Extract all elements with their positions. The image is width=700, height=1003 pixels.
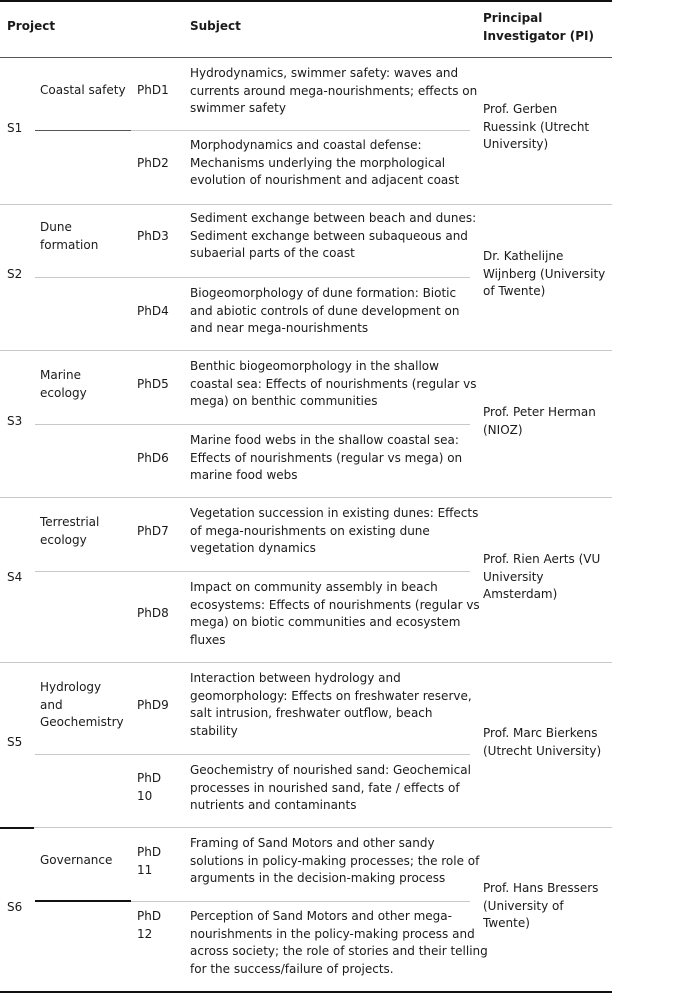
project-code: S3 xyxy=(7,414,23,428)
project-code: S1 xyxy=(7,121,23,135)
project-code-divider xyxy=(0,827,34,829)
principal-investigator: Dr. Kathelijne Wijnberg (University of Twente) xyxy=(483,249,606,298)
section-divider xyxy=(0,497,612,498)
phd-divider xyxy=(131,130,470,131)
phd-id: PhD9 xyxy=(137,698,169,712)
phd-id: PhD5 xyxy=(137,377,169,391)
principal-investigator: Prof. Rien Aerts (VU University Amsterdam) xyxy=(483,552,601,601)
phd-id: PhD2 xyxy=(137,156,169,170)
phd-subject: Geochemistry of nourished sand: Geochemical processes in nourished sand, fate / effects of nutrients and contaminants xyxy=(190,763,471,812)
principal-investigator: Prof. Gerben Ruessink (Utrecht University) xyxy=(483,102,590,151)
phd-subject: Impact on community assembly in beach ecosystems: Effects of nourishments (regular vs mega) on biotic communities and ecosystem fluxes xyxy=(190,580,480,647)
project-code: S2 xyxy=(7,267,23,281)
header-pi: Principal Investigator (PI) xyxy=(483,11,594,43)
project-divider xyxy=(35,130,131,131)
principal-investigator: Prof. Hans Bressers (University of Twente) xyxy=(483,881,599,930)
phd-divider xyxy=(35,424,470,425)
phd-subject: Benthic biogeomorphology in the shallow coastal sea: Effects of nourishments (regular vs mega) on benthic communities xyxy=(190,359,477,408)
section-divider xyxy=(0,204,612,205)
project-name: Marine ecology xyxy=(40,368,87,400)
principal-investigator: Prof. Peter Herman (NIOZ) xyxy=(483,405,596,437)
section-divider xyxy=(34,827,612,828)
phd-divider xyxy=(131,901,470,902)
project-name: Coastal safety xyxy=(40,83,126,97)
phd-id: PhD6 xyxy=(137,451,169,465)
phd-subject: Vegetation succession in existing dunes: Effects of mega-nourishments on existing dune vegetation dynamics xyxy=(190,506,479,555)
project-code: S5 xyxy=(7,735,23,749)
phd-id: PhD 11 xyxy=(137,845,162,877)
phd-subject: Biogeomorphology of dune formation: Biotic and abiotic controls of dune development on and near mega-nourishments xyxy=(190,286,460,335)
table-top-rule xyxy=(0,0,612,2)
phd-subject: Framing of Sand Motors and other sandy solutions in policy-making processes; the role of arguments in the decision-making process xyxy=(190,836,480,885)
phd-subject: Marine food webs in the shallow coastal sea: Effects of nourishments (regular vs mega) on marine food webs xyxy=(190,433,463,482)
phd-id: PhD 10 xyxy=(137,771,162,803)
phd-subject: Morphodynamics and coastal defense: Mechanisms underlying the morphological evolution of nourishment and adjacent coast xyxy=(190,138,460,187)
project-name: Terrestrial ecology xyxy=(40,515,100,547)
header-project: Project xyxy=(7,19,56,33)
phd-id: PhD1 xyxy=(137,83,169,97)
phd-divider xyxy=(35,754,470,755)
header-bottom-rule xyxy=(0,57,612,58)
phd-divider xyxy=(35,571,470,572)
project-code: S4 xyxy=(7,570,23,584)
phd-subject: Sediment exchange between beach and dunes: Sediment exchange between subaqueous and subaerial parts of the coast xyxy=(190,211,477,260)
phd-subject: Interaction between hydrology and geomorphology: Effects on freshwater reserve, salt intrusion, freshwater outflow, beach stability xyxy=(190,671,472,738)
phd-id: PhD3 xyxy=(137,229,169,243)
project-code: S6 xyxy=(7,900,23,914)
section-divider xyxy=(0,350,612,351)
phd-subject: Hydrodynamics, swimmer safety: waves and currents around mega-nourishments; effects on swimmer safety xyxy=(190,66,478,115)
phd-id: PhD8 xyxy=(137,606,169,620)
phd-id: PhD4 xyxy=(137,304,169,318)
header-subject: Subject xyxy=(190,19,241,33)
phd-subject: Perception of Sand Motors and other mega- nourishments in the policy-making process and across society; the role of stories and their telling for the success/failure of projects. xyxy=(190,909,488,976)
project-name: Dune formation xyxy=(40,220,99,252)
phd-id: PhD 12 xyxy=(137,909,162,941)
project-divider xyxy=(35,900,131,902)
phd-divider xyxy=(35,277,470,278)
project-name: Hydrology and Geochemistry xyxy=(40,680,124,729)
phd-id: PhD7 xyxy=(137,524,169,538)
principal-investigator: Prof. Marc Bierkens (Utrecht University) xyxy=(483,726,602,758)
project-name: Governance xyxy=(40,853,113,867)
table-bottom-rule xyxy=(0,991,612,993)
section-divider xyxy=(0,662,612,663)
